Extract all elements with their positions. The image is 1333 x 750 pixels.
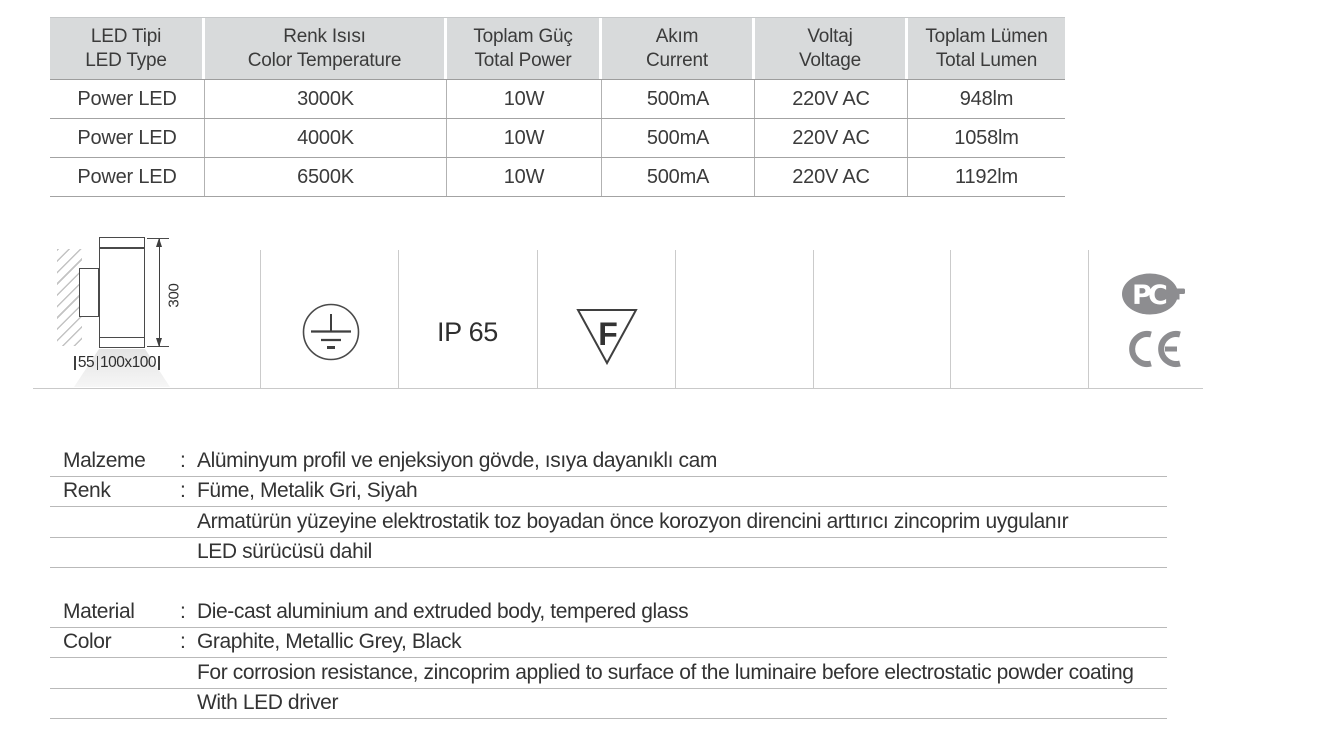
spec-row-malzeme (50, 446, 1167, 477)
strip-bottom-line (33, 388, 1203, 389)
cell-total-lumen: 1058lm (954, 126, 1019, 149)
table-header-row (50, 17, 1065, 80)
spec-colon: : (180, 448, 186, 472)
dimension-bottom-labels (74, 354, 160, 371)
header-total-power (447, 18, 602, 79)
fixture-body-drawing (99, 237, 145, 348)
specs-turkish-block (50, 446, 1167, 568)
spec-value: Füme, Metalik Gri, Siyah (197, 479, 418, 503)
spec-value: For corrosion resistance, zincoprim applied to surface of the luminaire before electrostatic powder coating (197, 660, 1134, 684)
dimension-depth-label: 55 (77, 353, 95, 371)
cell-voltage: 220V AC (755, 158, 908, 196)
spec-colon: : (180, 599, 186, 623)
cell-current: 500mA (602, 80, 755, 118)
header-total-power-tr: Toplam Güç (473, 25, 573, 47)
spec-colon: : (180, 479, 186, 503)
fixture-top-cap-line (100, 247, 144, 249)
pct-letter-c: С (1148, 280, 1168, 311)
table-row (50, 80, 1065, 119)
cell-total-lumen: 1192lm (955, 165, 1018, 188)
spec-value: Alüminyum profil ve enjeksiyon gövde, ısıya dayanıklı cam (197, 448, 717, 472)
table-row (50, 158, 1065, 197)
header-color-temperature (205, 18, 447, 79)
header-current-tr: Akım (655, 25, 699, 47)
cell-total-lumen: 948lm (959, 87, 1014, 110)
cell-total-power: 10W (447, 158, 602, 196)
pct-t-stem (1174, 289, 1180, 300)
header-led-type-tr: LED Tipi (90, 25, 162, 47)
header-total-lumen (908, 18, 1065, 79)
dimension-arrow-down (156, 338, 162, 347)
dimension-tick (158, 356, 160, 370)
cell-current: 500mA (602, 158, 755, 196)
f-symbol-letter: F (598, 316, 618, 352)
f-symbol-icon (576, 307, 638, 367)
specs-english-block (50, 597, 1167, 719)
strip-divider (675, 250, 676, 388)
cell-color-temperature: 3000K (205, 80, 447, 118)
cell-led-type: Power LED (50, 158, 205, 196)
spec-label: Material (63, 599, 135, 623)
spec-row-note (50, 658, 1167, 689)
strip-divider (260, 250, 261, 388)
header-led-type-en: LED Type (85, 49, 167, 71)
cell-total-power: 10W (447, 119, 602, 157)
cell-color-temperature: 4000K (205, 119, 447, 157)
spec-value: Graphite, Metallic Grey, Black (197, 630, 462, 654)
spec-label: Malzeme (63, 448, 146, 472)
cell-voltage: 220V AC (755, 119, 908, 157)
spec-row-renk (50, 477, 1167, 508)
cell-led-type: Power LED (50, 119, 205, 157)
spec-label: Renk (63, 479, 111, 503)
pct-letter-p: Р (1132, 280, 1152, 311)
spec-row-material (50, 597, 1167, 628)
header-current-en: Current (646, 49, 708, 71)
spec-row-note (50, 507, 1167, 538)
spec-colon: : (180, 630, 186, 654)
header-led-type (50, 18, 205, 79)
cell-current: 500mA (602, 119, 755, 157)
fixture-bottom-cap-line (100, 337, 144, 339)
header-total-lumen-en: Total Lumen (935, 49, 1038, 71)
cell-total-power: 10W (447, 80, 602, 118)
cell-color-temperature: 6500K (205, 158, 447, 196)
header-voltage (755, 18, 908, 79)
class1-earth-icon (301, 302, 361, 362)
header-total-lumen-tr: Toplam Lümen (925, 25, 1048, 47)
spec-row-note (50, 538, 1167, 569)
header-current (602, 18, 755, 79)
cell-led-type: Power LED (50, 80, 205, 118)
led-spec-table (50, 17, 1065, 197)
strip-divider (1088, 250, 1089, 388)
header-color-temperature-en: Color Temperature (247, 49, 402, 71)
spec-row-color (50, 628, 1167, 659)
strip-divider (537, 250, 538, 388)
spec-value: Die-cast aluminium and extruded body, tempered glass (197, 599, 689, 623)
spec-value: Armatürün yüzeyine elektrostatik toz boyadan önce korozyon direncini arttırıcı zincoprim uygulanır (197, 509, 1069, 533)
strip-divider (950, 250, 951, 388)
spec-value: With LED driver (197, 691, 339, 715)
fixture-wall-bracket (79, 268, 99, 317)
header-voltage-en: Voltage (799, 49, 861, 71)
dimension-size-label: 100x100 (100, 353, 156, 371)
table-row (50, 119, 1065, 158)
header-voltage-tr: Voltaj (807, 25, 853, 47)
spec-label: Color (63, 630, 112, 654)
dimension-height-label: 300 (165, 283, 183, 308)
pct-mark-icon (1121, 272, 1187, 316)
spec-row-note (50, 689, 1167, 720)
ip-rating-label: IP 65 (436, 317, 499, 347)
spec-value: LED sürücüsü dahil (197, 540, 372, 564)
strip-divider (813, 250, 814, 388)
header-color-temperature-tr: Renk Isısı (283, 25, 366, 47)
header-total-power-en: Total Power (474, 49, 572, 71)
dimension-arrow-up (156, 238, 162, 247)
strip-divider (398, 250, 399, 388)
ce-mark-icon (1128, 330, 1182, 368)
cell-voltage: 220V AC (755, 80, 908, 118)
dimension-line (159, 239, 160, 346)
